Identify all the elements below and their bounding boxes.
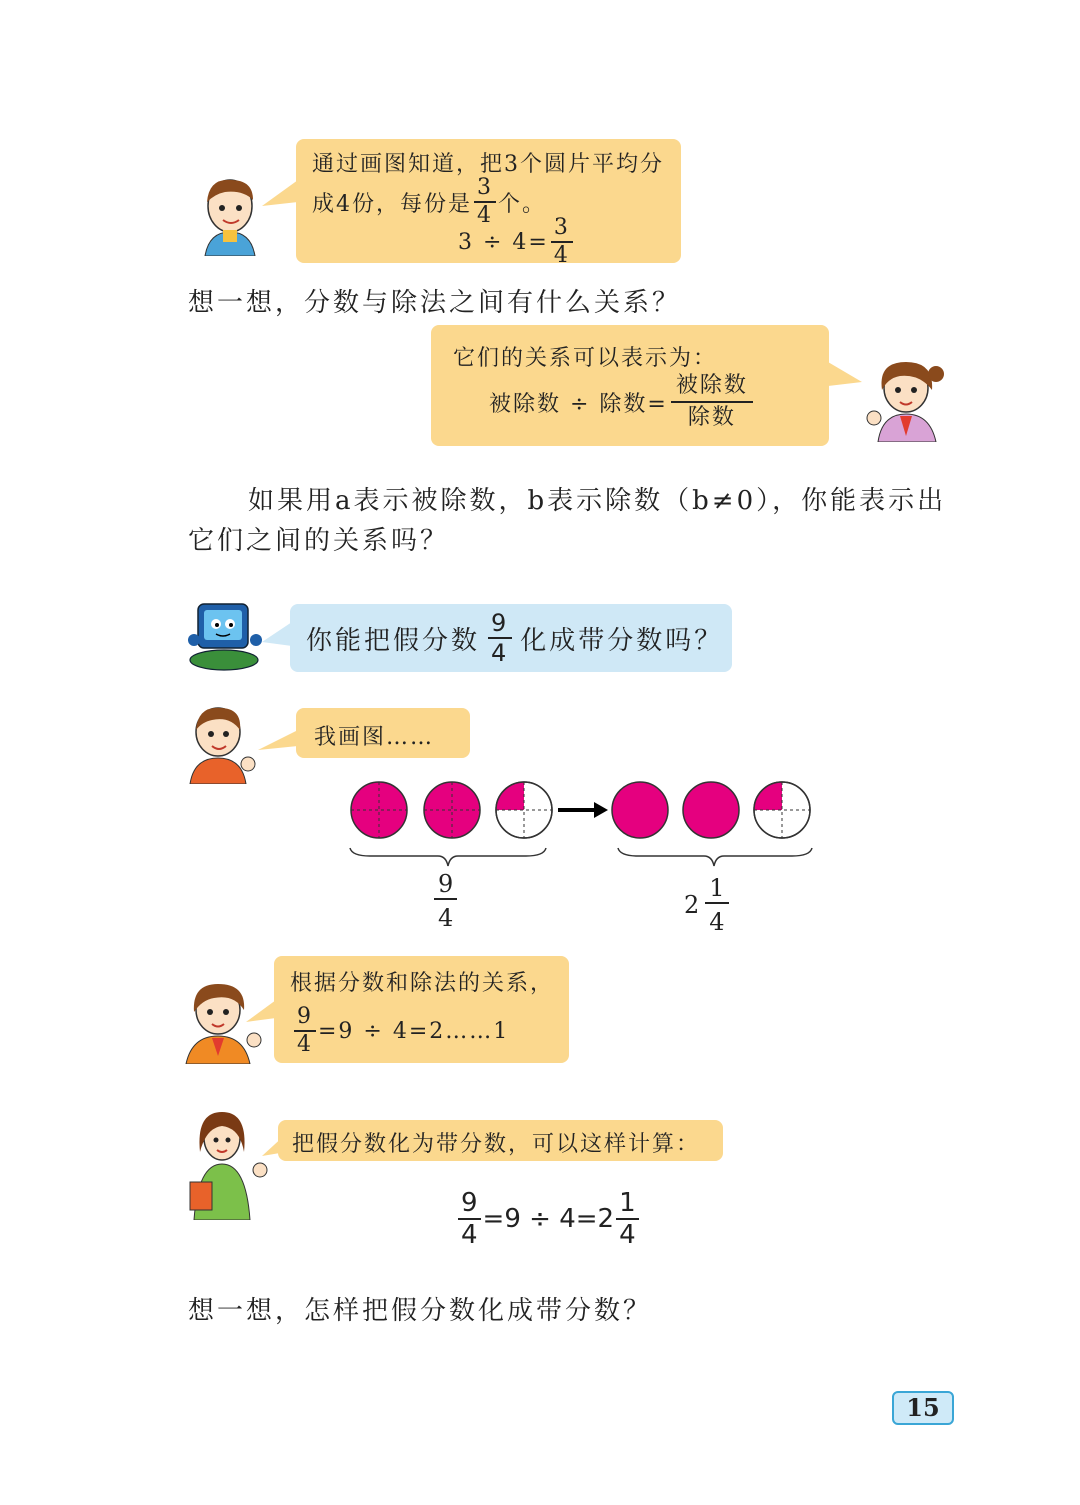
brace-left [350, 848, 546, 866]
fraction-denominator: 4 [458, 1218, 481, 1248]
speech-bubble-relation [274, 956, 569, 1063]
bubble1-line2-prefix: 成4份，每份是 [312, 191, 472, 217]
fraction-denominator: 4 [434, 898, 457, 930]
mixed-whole: 2 [684, 891, 700, 919]
question-1: 想一想，分数与除法之间有什么关系？ [188, 288, 682, 318]
mixed-fraction [705, 876, 728, 934]
fraction-denominator: 4 [474, 201, 496, 227]
speech-bubble-computer [290, 604, 732, 672]
speech-bubble-girl [431, 325, 829, 446]
formula-middle: =9 ÷ 4=2 [482, 1204, 615, 1234]
label-9-4 [432, 872, 459, 930]
circle-whole-2 [683, 782, 739, 838]
paragraph-line-2: 它们之间的关系吗？ [188, 526, 450, 556]
fraction-9-4-label [434, 872, 457, 930]
computer-mascot-icon [186, 600, 266, 672]
fraction-denominator: 4 [294, 1030, 316, 1056]
conversion-formula [456, 1190, 641, 1248]
fraction-9-4-bubble [294, 1006, 316, 1056]
fraction-numerator: 1 [619, 1188, 636, 1218]
circle-full-1 [351, 782, 407, 838]
circle-diagram [340, 772, 830, 868]
fraction-numerator: 1 [709, 874, 725, 902]
relation-fraction [670, 375, 754, 429]
fraction-3-4-result [551, 217, 573, 267]
speech-bubble-boy [296, 139, 681, 268]
circle-quarter-right [754, 782, 810, 838]
bubble1-equation: 3 ÷ 4= [458, 229, 549, 255]
bubble6-text: 把假分数化为带分数，可以这样计算： [292, 1132, 701, 1157]
bubble2-equation-left: 被除数 ÷ 除数= [489, 391, 668, 417]
fraction-denominator: 4 [551, 241, 573, 267]
fraction-9-4 [488, 611, 512, 665]
bubble1-line1: 通过画图知道，把3个圆片平均分 [312, 152, 664, 177]
circle-full-2 [424, 782, 480, 838]
fraction-denominator: 4 [488, 637, 512, 665]
label-2-1-4 [684, 876, 731, 934]
paragraph-line-1: 如果用a表示被除数，b表示除数（b≠0），你能表示出 [248, 486, 947, 516]
fraction-denominator: 除数 [671, 401, 753, 429]
bubble-tail [246, 1000, 276, 1024]
fraction-1-4-formula [616, 1190, 639, 1248]
bubble3-prefix: 你能把假分数 [306, 625, 481, 656]
bubble-tail [262, 622, 292, 650]
fraction-numerator: 9 [297, 1004, 313, 1029]
speech-bubble-draw [296, 708, 470, 758]
arrow-icon [558, 802, 608, 818]
fraction-numerator: 9 [491, 609, 510, 637]
fraction-numerator: 被除数 [675, 373, 748, 398]
boy-waving-character-icon [186, 702, 258, 784]
bubble5-equation: =9 ÷ 4=2……1 [318, 1018, 510, 1044]
bubble-tail [258, 730, 298, 752]
brace-right [618, 848, 812, 866]
bubble-tail [262, 180, 298, 210]
fraction-denominator: 4 [616, 1218, 639, 1248]
boy-character-icon [195, 172, 265, 256]
fraction-numerator: 3 [477, 175, 493, 200]
teacher-character-icon [186, 1108, 270, 1220]
bubble3-suffix: 化成带分数吗？ [520, 625, 724, 656]
fraction-numerator: 9 [461, 1188, 478, 1218]
bubble1-line2-suffix: 个。 [498, 191, 547, 217]
speech-bubble-method [278, 1120, 723, 1161]
girl-character-icon [860, 356, 950, 442]
bubble-tail [828, 362, 862, 392]
fraction-numerator: 3 [553, 215, 570, 240]
page-number: 15 [892, 1391, 954, 1425]
fraction-9-4-formula [458, 1190, 481, 1248]
circle-whole-1 [612, 782, 668, 838]
fraction-denominator: 4 [705, 902, 728, 934]
bubble5-line1: 根据分数和除法的关系， [290, 971, 555, 996]
bubble4-text: 我画图…… [314, 725, 435, 750]
bubble2-line1: 它们的关系可以表示为： [453, 346, 718, 371]
fraction-numerator: 9 [438, 870, 454, 898]
circle-quarter-left [496, 782, 552, 838]
question-2: 想一想，怎样把假分数化成带分数？ [188, 1296, 653, 1326]
